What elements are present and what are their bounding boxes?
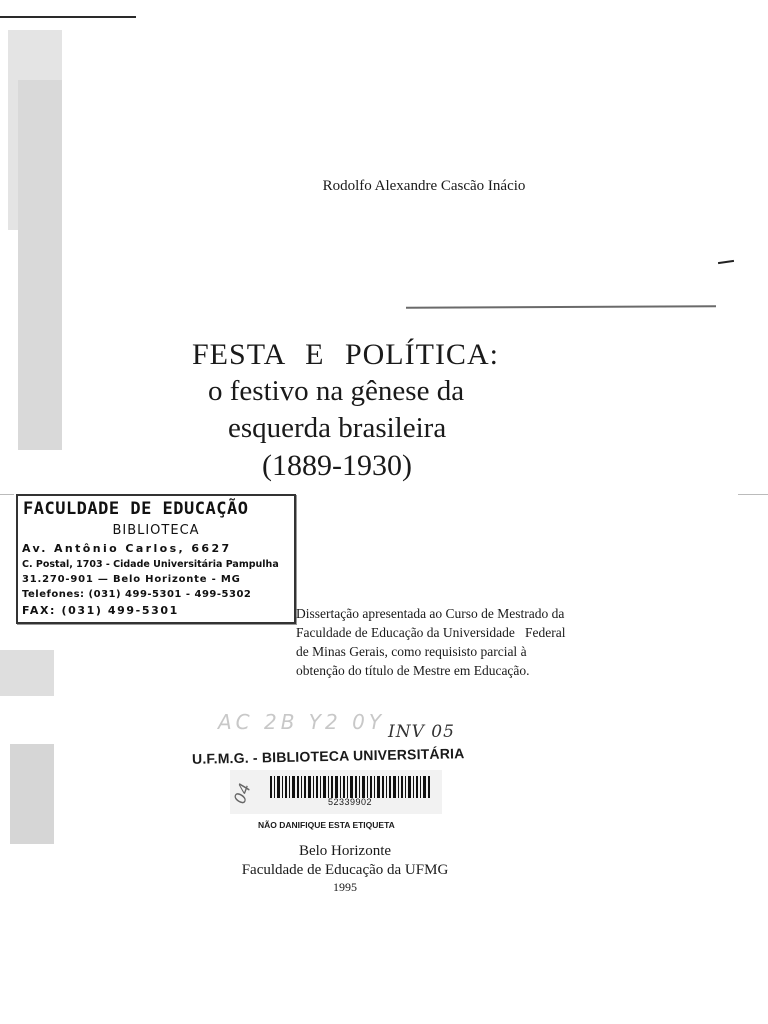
scan-rule-line — [406, 305, 716, 309]
scan-shadow-strip — [10, 744, 54, 844]
imprint — [0, 842, 690, 880]
stamp-subheading: BIBLIOTECA — [112, 523, 200, 538]
dissertation-statement — [296, 604, 646, 680]
scan-fold-line — [0, 494, 14, 495]
dissertation-line: de Minas Gerais, como requisisto parcial à — [296, 644, 527, 659]
stamp-phones: Telefones: (031) 499-5301 - 499-5302 — [22, 589, 252, 600]
imprint-year: 1995 — [333, 880, 357, 894]
scan-mark — [718, 260, 734, 264]
barcode-icon — [270, 776, 430, 798]
stamp-city: 31.270-901 — Belo Horizonte - MG — [22, 574, 241, 585]
handwritten-faint-code: AC 2B Y2 0Y — [218, 710, 386, 734]
dissertation-line: Dissertação apresentada ao Curso de Mestrado da — [296, 606, 565, 621]
library-label: U.F.M.G. - BIBLIOTECA UNIVERSITÁRIA — [191, 745, 465, 767]
imprint-city: Belo Horizonte — [298, 843, 392, 859]
title-line: o festivo na gênese da — [208, 375, 465, 407]
stamp-address: Av. Antônio Carlos, 6627 — [22, 542, 232, 555]
label-warning: NÃO DANIFIQUE ESTA ETIQUETA — [258, 820, 395, 830]
scan-fold-line — [738, 494, 768, 495]
title-line: esquerda brasileira — [228, 412, 447, 444]
handwritten-side-number: 04 — [229, 780, 255, 807]
stamp-fax: FAX: (031) 499-5301 — [22, 604, 179, 617]
stamp-postal: C. Postal, 1703 - Cidade Universitária Pampulha — [22, 559, 279, 570]
scan-edge-line — [0, 16, 136, 18]
library-stamp — [16, 494, 296, 624]
scan-shadow-strip — [0, 650, 54, 696]
barcode-number: 52339902 — [327, 797, 373, 807]
scan-shadow-strip — [18, 80, 62, 450]
handwritten-mark: INV 05 — [388, 722, 455, 742]
dissertation-line: obtenção do título de Mestre em Educação. — [296, 663, 530, 678]
stamp-heading: FACULDADE DE EDUCAÇÃO — [23, 499, 249, 519]
dissertation-line: Faculdade de Educação da Universidade Federal — [296, 625, 566, 640]
author-name: Rodolfo Alexandre Cascão Inácio — [322, 178, 526, 194]
title-line: FESTA E POLÍTICA: — [192, 338, 499, 371]
imprint-faculty: Faculdade de Educação da UFMG — [241, 862, 449, 878]
title-years: (1889-1930) — [262, 449, 412, 482]
barcode-label — [230, 770, 442, 814]
